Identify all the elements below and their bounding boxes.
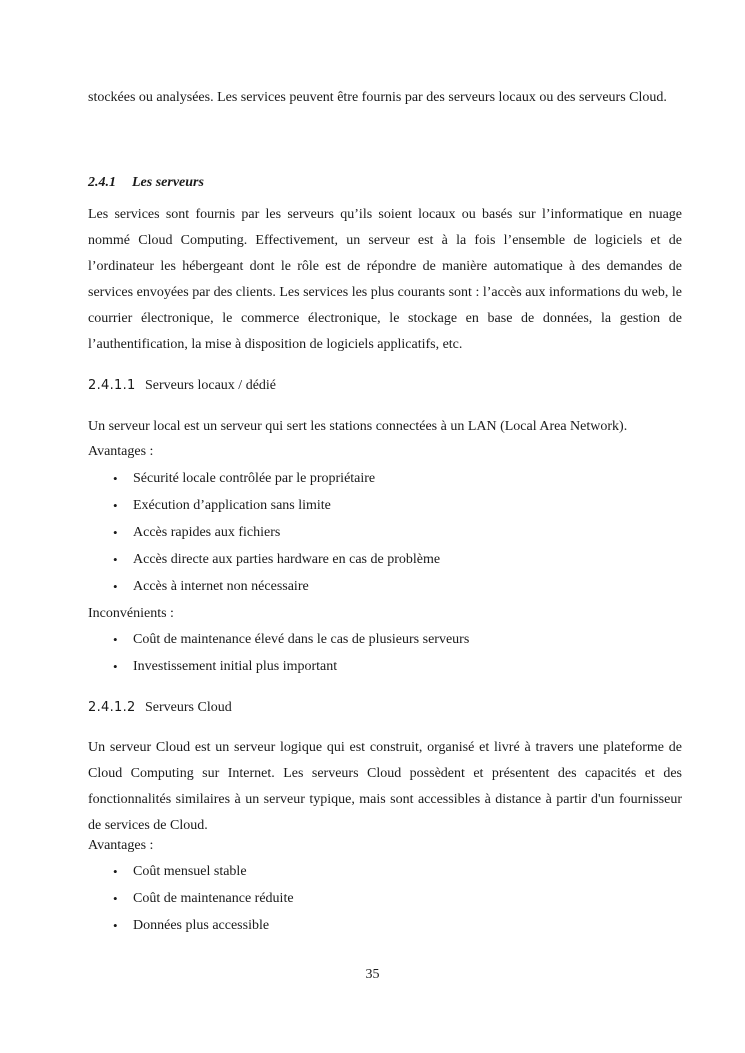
subsection-title: Serveurs Cloud bbox=[145, 700, 232, 715]
list-item: • Données plus accessible bbox=[88, 916, 682, 943]
bullet-icon: • bbox=[113, 498, 118, 513]
subsection-heading-local-servers bbox=[88, 376, 682, 396]
local-servers-content bbox=[88, 417, 682, 684]
section-paragraph-servers: Les services sont fournis par les serveurs qu’ils soient locaux ou basés sur l’informatique en nuage nommé Cloud Computing. Effectivement, un serveur est à la fois l’ensemble de logiciels et de l’ordinateur les hébergeant dont le rôle est de répondre de manière automatique à des demandes de services envoyées par des clients. Les services les plus courants sont : l’accès aux informations du web, le courrier électronique, le commerce électronique, le stockage en base de données, la gestion de l’authentification, la mise à disposition de logiciels applicatifs, etc. bbox=[88, 207, 682, 352]
list-item: • Exécution d’application sans limite bbox=[88, 496, 682, 523]
bullet-icon: • bbox=[113, 891, 118, 906]
bullet-icon: • bbox=[113, 525, 118, 540]
disadvantages-label: Inconvénients : bbox=[88, 606, 174, 621]
local-servers-paragraph: Un serveur local est un serveur qui sert les stations connectées à un LAN (Local Area Network). bbox=[88, 419, 628, 434]
local-disadvantages-list bbox=[88, 630, 682, 684]
list-item: • Coût de maintenance réduite bbox=[88, 889, 682, 916]
cloud-advantages-list bbox=[88, 862, 682, 943]
bullet-icon: • bbox=[113, 471, 118, 486]
list-item: • Sécurité locale contrôlée par le propriétaire bbox=[88, 469, 682, 496]
bullet-icon: • bbox=[113, 659, 118, 674]
bullet-icon: • bbox=[113, 632, 118, 647]
section-title: Les serveurs bbox=[132, 175, 204, 190]
list-item: • Coût de maintenance élevé dans le cas de plusieurs serveurs bbox=[88, 630, 682, 657]
list-item: • Accès directe aux parties hardware en cas de problème bbox=[88, 550, 682, 577]
advantages-label: Avantages : bbox=[88, 838, 154, 853]
local-advantages-list bbox=[88, 469, 682, 604]
list-item: • Accès rapides aux fichiers bbox=[88, 523, 682, 550]
subsection-number: 2.4.1.1 bbox=[88, 378, 136, 393]
list-item: • Accès à internet non nécessaire bbox=[88, 577, 682, 604]
advantages-label: Avantages : bbox=[88, 444, 154, 459]
subsection-heading-cloud-servers bbox=[88, 698, 682, 718]
section-number: 2.4.1 bbox=[88, 175, 116, 190]
list-item: • Coût mensuel stable bbox=[88, 862, 682, 889]
section-heading-2-4-1 bbox=[88, 173, 682, 193]
bullet-icon: • bbox=[113, 552, 118, 567]
cloud-servers-paragraph: Un serveur Cloud est un serveur logique qui est construit, organisé et livré à travers une plateforme de Cloud Computing sur Internet. Les serveurs Cloud possèdent et présentent des capacités et des fonctionnalités similaires à un serveur typique, mais sont accessibles à distance à partir d'un fournisseur de services de Cloud. bbox=[88, 740, 682, 833]
list-item: • Investissement initial plus important bbox=[88, 657, 682, 684]
subsection-number: 2.4.1.2 bbox=[88, 700, 136, 715]
bullet-icon: • bbox=[113, 918, 118, 933]
bullet-icon: • bbox=[113, 864, 118, 879]
subsection-title: Serveurs locaux / dédié bbox=[145, 378, 277, 393]
intro-paragraph: stockées ou analysées. Les services peuvent être fournis par des serveurs locaux ou des serveurs Cloud. bbox=[88, 90, 667, 105]
page-number: 35 bbox=[365, 967, 380, 982]
cloud-servers-content bbox=[88, 735, 682, 943]
bullet-icon: • bbox=[113, 579, 118, 594]
